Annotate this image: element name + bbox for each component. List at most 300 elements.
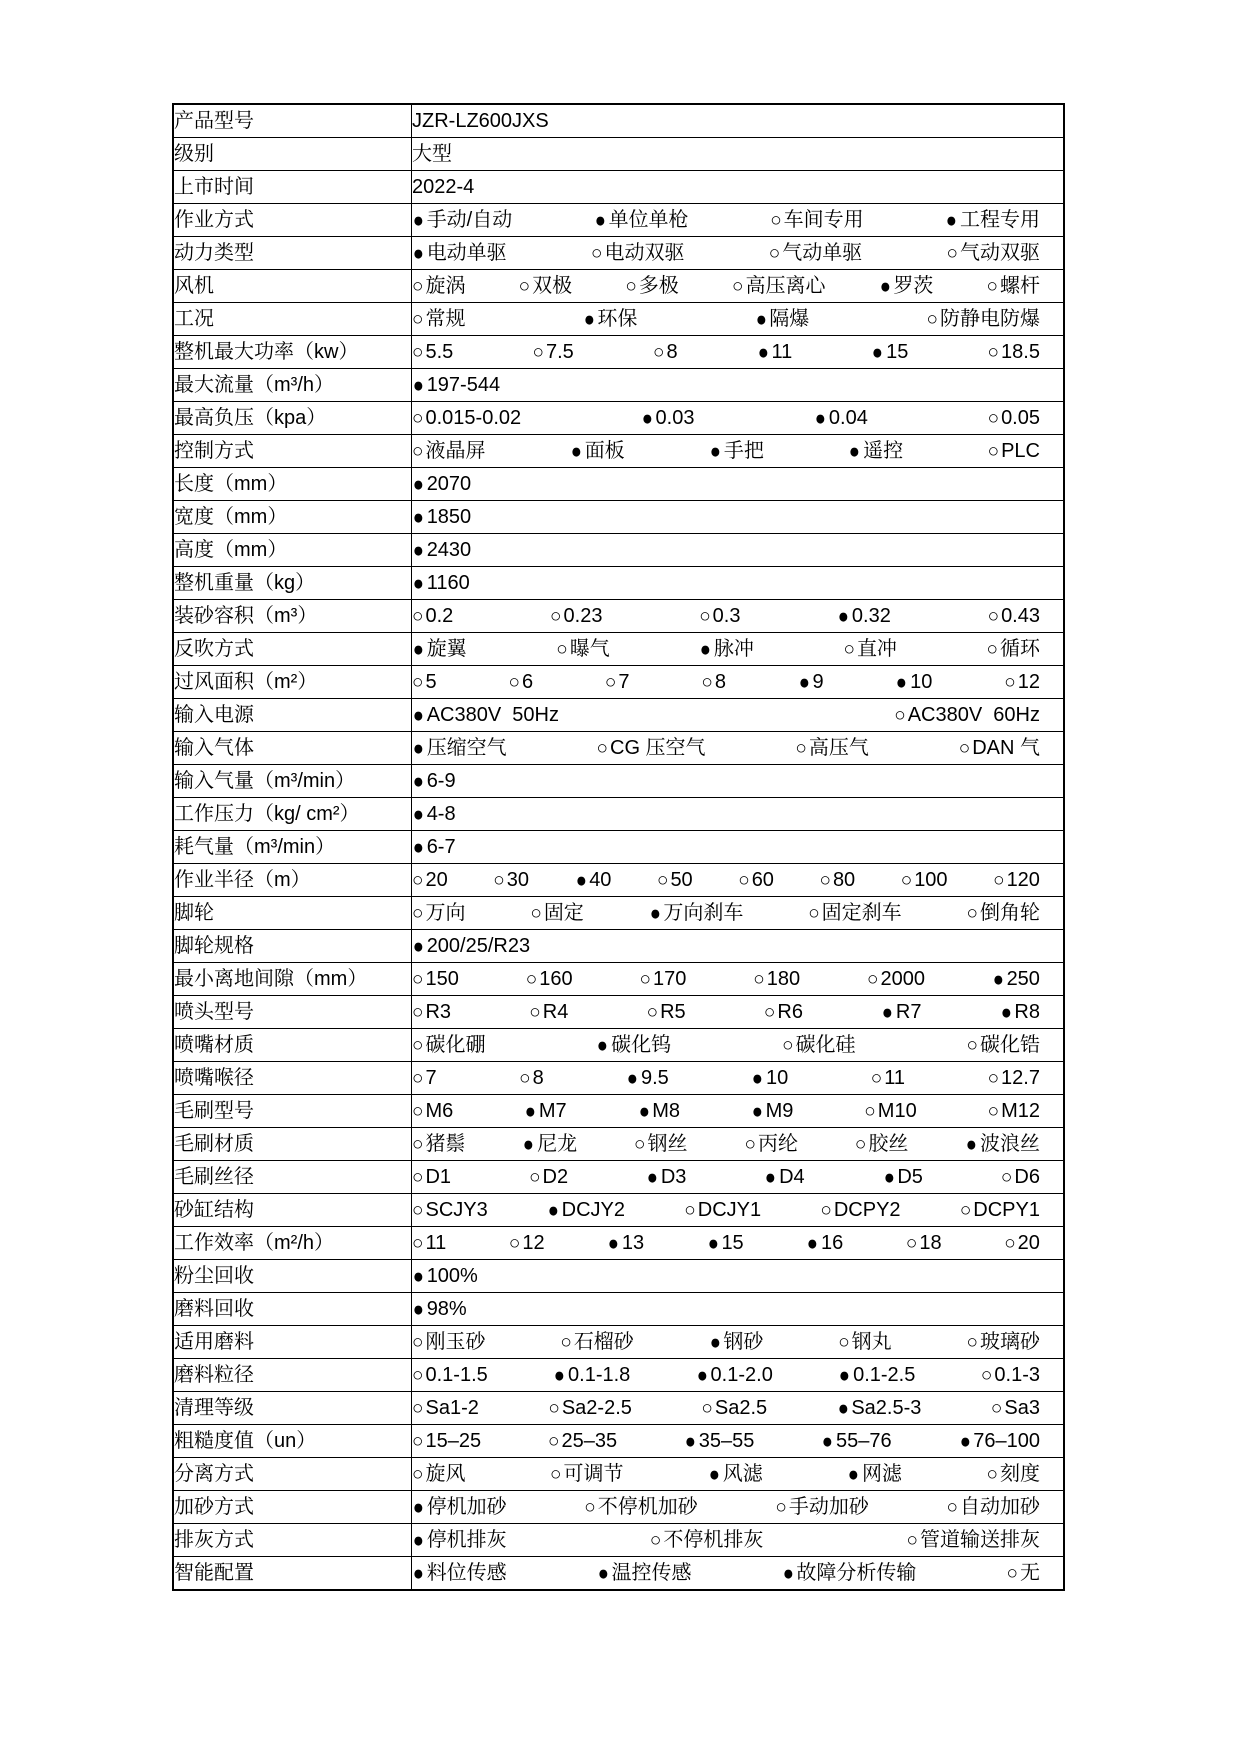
selected-radio-icon: ● — [597, 1561, 609, 1585]
option — [847, 1464, 902, 1485]
unselected-radio-icon: ○ — [646, 1001, 659, 1023]
option-label: 料位传感 — [426, 1562, 507, 1584]
spec-value — [412, 1425, 1065, 1458]
option — [493, 870, 529, 890]
option-group — [412, 936, 1040, 957]
option-label: 固定刹车 — [821, 902, 902, 924]
option — [412, 606, 453, 626]
option-label: 不停机加砂 — [597, 1496, 698, 1518]
option — [883, 1167, 923, 1188]
spec-value — [412, 237, 1065, 270]
selected-radio-icon: ● — [837, 604, 850, 628]
unselected-radio-icon: ○ — [838, 1331, 850, 1353]
selected-radio-icon: ● — [992, 967, 1004, 991]
option — [412, 705, 559, 726]
spec-label: 输入气量（m³/min） — [173, 765, 412, 798]
option-label: D4 — [779, 1166, 805, 1188]
option — [583, 309, 638, 330]
option-label: 电动单驱 — [426, 242, 507, 264]
spec-label: 脚轮规格 — [173, 930, 412, 963]
option — [814, 408, 868, 429]
option-group — [412, 1431, 1040, 1452]
option — [634, 1134, 687, 1154]
spec-row — [173, 1227, 1064, 1260]
spec-row — [173, 633, 1064, 666]
option-label: 100 — [914, 869, 948, 891]
option-label: 工程专用 — [959, 209, 1040, 231]
option-label: 电动双驱 — [604, 242, 685, 264]
option — [519, 1068, 544, 1088]
option — [751, 1068, 788, 1089]
selected-radio-icon: ● — [837, 1396, 849, 1420]
option-label: 尼龙 — [537, 1133, 578, 1155]
option-group — [412, 870, 1040, 891]
spec-value — [412, 567, 1065, 600]
spec-value — [412, 468, 1065, 501]
unselected-radio-icon: ○ — [894, 704, 906, 726]
option — [584, 1497, 697, 1517]
option — [821, 1431, 891, 1452]
option-group — [412, 243, 1040, 264]
option-label: 200/25/R23 — [426, 935, 531, 957]
option — [412, 771, 456, 792]
option — [412, 1563, 507, 1584]
option-label: 气动单驱 — [782, 242, 863, 264]
option-label: 11 — [884, 1067, 906, 1089]
selected-radio-icon: ● — [708, 1462, 720, 1486]
unselected-radio-icon: ○ — [556, 638, 568, 660]
spec-value — [412, 204, 1065, 237]
option-label: 0.1-3 — [994, 1364, 1040, 1386]
option-label: M9 — [765, 1100, 794, 1122]
option-label: 环保 — [597, 308, 638, 330]
option — [412, 342, 453, 362]
option-group — [412, 804, 1040, 825]
option — [575, 870, 612, 891]
selected-radio-icon: ● — [523, 1132, 535, 1156]
unselected-radio-icon: ○ — [412, 1100, 424, 1122]
spec-value — [412, 1491, 1065, 1524]
unselected-radio-icon: ○ — [412, 1133, 424, 1155]
option — [607, 1233, 644, 1254]
option-label: 手动加砂 — [788, 1496, 869, 1518]
option-label: 0.3 — [712, 605, 741, 627]
option-label: 无 — [1019, 1562, 1040, 1584]
option-label: 15 — [721, 1232, 744, 1254]
option-label: 旋风 — [425, 1463, 466, 1485]
option-label: 76–100 — [973, 1430, 1040, 1452]
spec-label: 工况 — [173, 303, 412, 336]
product-spec-table — [172, 103, 1065, 1591]
spec-value — [412, 1359, 1065, 1392]
option-label: 40 — [589, 869, 612, 891]
option — [838, 1332, 891, 1352]
option-label: 0.1-1.5 — [425, 1364, 488, 1386]
unselected-radio-icon: ○ — [843, 638, 855, 660]
option-group — [412, 705, 1040, 726]
option — [412, 969, 459, 989]
option-label: Sa2.5 — [714, 1397, 768, 1419]
option-label: 2430 — [426, 539, 472, 561]
option-label: D2 — [542, 1166, 569, 1188]
unselected-radio-icon: ○ — [946, 1496, 958, 1518]
spec-value — [412, 1029, 1065, 1062]
spec-label: 加砂方式 — [173, 1491, 412, 1524]
unselected-radio-icon: ○ — [701, 671, 713, 693]
unselected-radio-icon: ○ — [966, 1034, 978, 1056]
spec-value — [412, 963, 1065, 996]
option-group — [412, 144, 1040, 164]
spec-value — [412, 732, 1065, 765]
unselected-radio-icon: ○ — [518, 275, 531, 297]
option-label: 面板 — [584, 440, 625, 462]
unselected-radio-icon: ○ — [684, 1199, 696, 1221]
option-label: DCPY1 — [973, 1199, 1040, 1221]
option — [412, 309, 465, 329]
spec-row — [173, 1062, 1064, 1095]
option — [625, 276, 678, 296]
option-label: 波浪丝 — [980, 1133, 1040, 1155]
spec-label: 粗糙度值（un） — [173, 1425, 412, 1458]
option — [412, 672, 437, 692]
option — [412, 1035, 485, 1055]
option — [967, 1035, 1040, 1055]
option — [732, 276, 825, 296]
unselected-radio-icon: ○ — [1000, 1166, 1013, 1188]
unselected-radio-icon: ○ — [412, 308, 424, 330]
option — [412, 573, 470, 594]
unselected-radio-icon: ○ — [768, 242, 781, 264]
option — [965, 1134, 1040, 1155]
selected-radio-icon: ● — [412, 934, 424, 958]
option — [986, 639, 1039, 659]
selected-radio-icon: ● — [412, 472, 424, 496]
selected-radio-icon: ● — [412, 208, 424, 232]
option — [553, 1365, 630, 1386]
option — [547, 1200, 625, 1221]
option-label: 猪鬃 — [425, 1133, 466, 1155]
spec-label: 喷嘴材质 — [173, 1029, 412, 1062]
option-label: 20 — [425, 869, 448, 891]
option-label: 旋涡 — [425, 275, 466, 297]
spec-label: 产品型号 — [173, 104, 412, 138]
unselected-radio-icon: ○ — [550, 605, 562, 627]
option — [894, 705, 1040, 725]
spec-label: 工作效率（m²/h） — [173, 1227, 412, 1260]
option-label: Sa2.5-3 — [851, 1397, 922, 1419]
option — [412, 1365, 488, 1385]
option-group — [412, 1200, 1040, 1221]
option-label: 隔爆 — [769, 308, 810, 330]
unselected-radio-icon: ○ — [412, 1166, 424, 1188]
option — [992, 969, 1040, 990]
spec-label: 风机 — [173, 270, 412, 303]
spec-value — [412, 1392, 1065, 1425]
spec-label: 喷头型号 — [173, 996, 412, 1029]
option — [412, 144, 452, 164]
spec-label: 整机重量（kg） — [173, 567, 412, 600]
option-label: 50 — [670, 869, 693, 891]
spec-label: 高度（mm） — [173, 534, 412, 567]
option-label: DCJY2 — [561, 1199, 626, 1221]
option — [412, 837, 456, 858]
option-label: M6 — [425, 1100, 454, 1122]
unselected-radio-icon: ○ — [412, 407, 424, 429]
selected-radio-icon: ● — [699, 637, 712, 661]
option — [412, 1134, 465, 1154]
option-group — [412, 639, 1040, 660]
unselected-radio-icon: ○ — [519, 1067, 531, 1089]
option-label: 20 — [1017, 1232, 1040, 1254]
spec-row — [173, 1557, 1064, 1591]
spec-label: 智能配置 — [173, 1557, 412, 1591]
option-label: 170 — [652, 968, 687, 990]
unselected-radio-icon: ○ — [412, 1397, 424, 1419]
option — [412, 375, 500, 396]
spec-label: 适用磨料 — [173, 1326, 412, 1359]
option-group — [412, 342, 1040, 363]
option — [641, 408, 695, 429]
option-group — [412, 573, 1040, 594]
spec-label: 工作压力（kg/ cm²） — [173, 798, 412, 831]
option — [764, 1167, 804, 1188]
option-label: 碳化钨 — [611, 1034, 672, 1056]
option — [782, 1035, 855, 1055]
unselected-radio-icon: ○ — [986, 275, 998, 297]
option — [412, 738, 507, 759]
option-label: 12 — [522, 1232, 545, 1254]
option — [412, 1530, 507, 1551]
unselected-radio-icon: ○ — [987, 440, 1000, 462]
unselected-radio-icon: ○ — [990, 1397, 1003, 1419]
option-label: 石榴砂 — [573, 1331, 634, 1353]
unselected-radio-icon: ○ — [412, 869, 424, 891]
spec-label: 脚轮 — [173, 897, 412, 930]
spec-label: 输入气体 — [173, 732, 412, 765]
option-label: DCPY2 — [833, 1199, 901, 1221]
unselected-radio-icon: ○ — [987, 1100, 1000, 1122]
unselected-radio-icon: ○ — [529, 1166, 541, 1188]
selected-radio-icon: ● — [412, 1561, 424, 1585]
spec-value — [412, 864, 1065, 897]
option — [895, 672, 932, 693]
option-label: 6-7 — [426, 836, 456, 858]
selected-radio-icon: ● — [684, 1429, 696, 1453]
option — [605, 672, 630, 692]
spec-row — [173, 204, 1064, 237]
unselected-radio-icon: ○ — [412, 605, 424, 627]
selected-radio-icon: ● — [412, 736, 424, 760]
option-label: 12.7 — [1001, 1067, 1040, 1089]
spec-label: 作业半径（m） — [173, 864, 412, 897]
spec-label: 整机最大功率（kw） — [173, 336, 412, 369]
spec-row — [173, 303, 1064, 336]
spec-value — [412, 930, 1065, 963]
selected-radio-icon: ● — [641, 406, 653, 430]
option-label: 6-9 — [426, 770, 456, 792]
option-label: 9.5 — [640, 1067, 669, 1089]
unselected-radio-icon: ○ — [412, 275, 424, 297]
option — [907, 1530, 1040, 1550]
spec-label: 砂缸结构 — [173, 1194, 412, 1227]
option — [871, 1068, 905, 1088]
spec-row — [173, 765, 1064, 798]
option-label: 2070 — [426, 473, 472, 495]
selected-radio-icon: ● — [709, 439, 722, 463]
option — [1004, 672, 1040, 692]
unselected-radio-icon: ○ — [656, 869, 669, 891]
option-label: 旋翼 — [426, 638, 467, 660]
option — [508, 672, 533, 692]
selected-radio-icon: ● — [798, 670, 810, 694]
spec-value — [412, 138, 1065, 171]
option-label: 钢丸 — [851, 1331, 892, 1353]
spec-row — [173, 138, 1064, 171]
unselected-radio-icon: ○ — [550, 1463, 562, 1485]
spec-value — [412, 501, 1065, 534]
option-group — [412, 1167, 1040, 1188]
option — [744, 1134, 797, 1154]
unselected-radio-icon: ○ — [770, 209, 782, 231]
option — [653, 342, 678, 362]
option — [708, 1464, 763, 1485]
option-label: 12 — [1017, 671, 1040, 693]
option-label: R5 — [660, 1001, 686, 1023]
option-group — [412, 1365, 1040, 1386]
spec-row — [173, 104, 1064, 138]
option — [864, 1101, 916, 1121]
option-label: 4-8 — [426, 803, 456, 825]
option — [412, 507, 471, 528]
unselected-radio-icon: ○ — [508, 671, 520, 693]
spec-row — [173, 567, 1064, 600]
option — [855, 1134, 908, 1154]
option — [1000, 1002, 1040, 1023]
unselected-radio-icon: ○ — [625, 275, 637, 297]
selected-radio-icon: ● — [765, 1165, 777, 1189]
option — [522, 1134, 577, 1155]
option-label: DCJY1 — [697, 1199, 762, 1221]
spec-value — [412, 1095, 1065, 1128]
option — [959, 1431, 1040, 1452]
option-label: 7 — [618, 671, 630, 693]
spec-row — [173, 1128, 1064, 1161]
option — [412, 1002, 451, 1022]
option — [757, 342, 792, 363]
option — [881, 1002, 921, 1023]
unselected-radio-icon: ○ — [412, 1034, 424, 1056]
option-label: 8 — [666, 341, 678, 363]
option — [560, 1332, 633, 1352]
spec-label: 宽度（mm） — [173, 501, 412, 534]
option-label: 螺杆 — [999, 275, 1040, 297]
option-label: 100% — [426, 1265, 478, 1287]
option-label: 胶丝 — [868, 1133, 909, 1155]
option — [696, 1365, 773, 1386]
option-group — [412, 837, 1040, 858]
option — [550, 606, 602, 626]
option-label: 180 — [766, 968, 801, 990]
unselected-radio-icon: ○ — [412, 902, 424, 924]
selected-radio-icon: ● — [594, 208, 606, 232]
option-label: 温控传感 — [611, 1562, 692, 1584]
spec-row — [173, 171, 1064, 204]
spec-row — [173, 435, 1064, 468]
spec-value — [412, 336, 1065, 369]
option-label: 0.04 — [828, 407, 868, 429]
unselected-radio-icon: ○ — [412, 1232, 424, 1254]
option — [412, 177, 474, 197]
option-group — [412, 111, 1040, 131]
option-label: 直冲 — [856, 638, 897, 660]
spec-value — [412, 1326, 1065, 1359]
option-label: 压缩空气 — [426, 737, 507, 759]
unselected-radio-icon: ○ — [986, 638, 998, 660]
option — [412, 639, 467, 660]
option-label: 玻璃砂 — [980, 1331, 1040, 1353]
option — [701, 672, 726, 692]
unselected-radio-icon: ○ — [1006, 1562, 1018, 1584]
spec-row — [173, 798, 1064, 831]
unselected-radio-icon: ○ — [560, 1331, 572, 1353]
option-label: 网滤 — [861, 1463, 902, 1485]
option-label: 1850 — [426, 506, 472, 528]
option-label: M7 — [538, 1100, 567, 1122]
unselected-radio-icon: ○ — [652, 341, 665, 363]
unselected-radio-icon: ○ — [738, 869, 750, 891]
unselected-radio-icon: ○ — [508, 1232, 521, 1254]
spec-row — [173, 1161, 1064, 1194]
option-label: Sa3 — [1004, 1397, 1040, 1419]
spec-value — [412, 104, 1065, 138]
unselected-radio-icon: ○ — [530, 902, 542, 924]
unselected-radio-icon: ○ — [820, 1199, 832, 1221]
spec-value — [412, 1260, 1065, 1293]
option-group — [412, 177, 1040, 197]
option-label: 气动双驱 — [959, 242, 1040, 264]
option-label: 10 — [910, 671, 933, 693]
option — [755, 309, 810, 330]
spec-label: 分离方式 — [173, 1458, 412, 1491]
option-label: 遥控 — [863, 440, 904, 462]
unselected-radio-icon: ○ — [854, 1133, 867, 1155]
option — [819, 870, 855, 890]
spec-row — [173, 864, 1064, 897]
selected-radio-icon: ● — [412, 835, 424, 859]
option-label: 碳化锆 — [980, 1034, 1040, 1056]
option-group — [412, 210, 1040, 231]
unselected-radio-icon: ○ — [782, 1034, 794, 1056]
spec-label: 毛刷丝径 — [173, 1161, 412, 1194]
option-group — [412, 309, 1040, 330]
option — [782, 1563, 917, 1584]
option-label: 手把 — [723, 440, 764, 462]
spec-value — [412, 798, 1065, 831]
option-label: 刻度 — [999, 1463, 1040, 1485]
spec-label: 长度（mm） — [173, 468, 412, 501]
selected-radio-icon: ● — [547, 1198, 559, 1222]
option-label: 0.03 — [655, 407, 695, 429]
option-label: Sa2-2.5 — [561, 1397, 632, 1419]
selected-radio-icon: ● — [649, 901, 661, 925]
option — [738, 870, 774, 890]
option — [945, 210, 1040, 231]
option — [638, 1101, 680, 1122]
option-label: R8 — [1014, 1001, 1040, 1023]
option-label: 丙纶 — [757, 1133, 798, 1155]
option — [927, 309, 1040, 329]
option — [412, 210, 512, 231]
